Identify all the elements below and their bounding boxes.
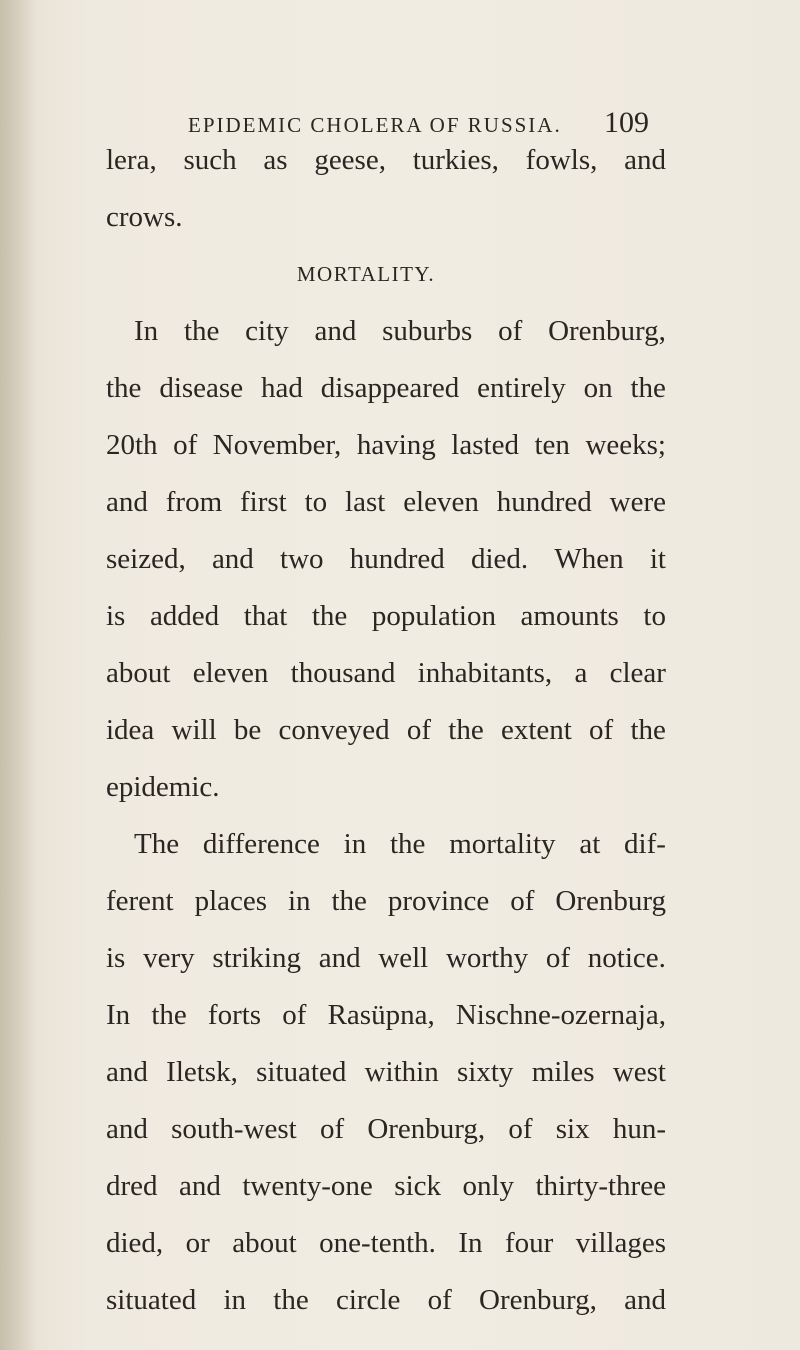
word: hundred: [496, 486, 592, 518]
word: In: [134, 315, 159, 347]
word: mortality: [449, 828, 556, 860]
word: south-west: [171, 1113, 297, 1145]
word: and: [106, 1056, 148, 1088]
word: Orenburg: [555, 885, 666, 917]
word: Rasüpna,: [327, 999, 435, 1031]
paragraph-line: [106, 1101, 666, 1158]
word: of: [173, 429, 198, 461]
word: thirty-three: [535, 1170, 666, 1202]
word: of: [427, 1284, 452, 1316]
text-line-content: [106, 702, 666, 759]
word: turkies,: [412, 144, 499, 176]
word: the: [390, 828, 426, 860]
word: to: [304, 486, 328, 518]
paragraph-line: [106, 930, 666, 987]
word: twenty-one: [242, 1170, 373, 1202]
word: and: [314, 315, 357, 347]
word: disease: [159, 372, 244, 404]
word: November,: [212, 429, 342, 461]
paragraph-line: [106, 531, 666, 588]
word: weeks;: [585, 429, 666, 461]
word: Nischne-ozernaja,: [455, 999, 666, 1031]
word: be: [233, 714, 262, 746]
word: first: [240, 486, 287, 518]
text-line-content: [106, 1044, 666, 1101]
word: of: [498, 315, 523, 347]
word: in: [287, 885, 311, 917]
word: amounts: [520, 600, 619, 632]
paragraph-line: [106, 417, 666, 474]
word: of: [319, 1113, 345, 1145]
word: notice.: [587, 942, 666, 974]
word: city: [245, 315, 289, 347]
word: geese,: [314, 144, 386, 176]
word: fowls,: [525, 144, 598, 176]
word: and: [106, 486, 148, 518]
text-line-content: [106, 1272, 666, 1329]
word: entirely: [477, 372, 566, 404]
page-gutter-shadow: [0, 0, 38, 1350]
word: the: [630, 714, 666, 746]
word: died,: [106, 1227, 164, 1259]
word: eleven: [403, 486, 479, 518]
word: conveyed: [278, 714, 390, 746]
word: extent: [500, 714, 572, 746]
word: and: [211, 543, 254, 575]
word: Orenburg,: [548, 315, 666, 347]
word: disappeared: [320, 372, 460, 404]
word: at: [579, 828, 601, 860]
text-line-content: [106, 531, 666, 588]
word: such: [183, 144, 237, 176]
text-line-content: [106, 588, 666, 645]
paragraph-line: [106, 645, 666, 702]
paragraph-line: [106, 303, 666, 360]
word: it: [649, 543, 666, 575]
word: and: [318, 942, 361, 974]
word: hundred: [349, 543, 445, 575]
paragraph-line: [106, 873, 666, 930]
word: or: [185, 1227, 210, 1259]
word: worthy: [445, 942, 529, 974]
text-line: [106, 189, 666, 246]
paragraph-line: [106, 1272, 666, 1329]
word: last: [345, 486, 386, 518]
word: of: [508, 1113, 533, 1145]
word: In: [458, 1227, 483, 1259]
word: Orenburg,: [479, 1284, 597, 1316]
word: difference: [202, 828, 320, 860]
word: as: [263, 144, 288, 176]
paragraph-line: [106, 759, 666, 816]
word: ferent: [106, 885, 174, 917]
word: about: [106, 657, 171, 689]
text-line-content: [106, 360, 666, 417]
word: province: [387, 885, 490, 917]
word: having: [356, 429, 436, 461]
word: west: [612, 1056, 666, 1088]
word: a: [574, 657, 588, 689]
text-line-content: [106, 132, 666, 189]
word: forts: [207, 999, 262, 1031]
word: and: [624, 1284, 666, 1316]
word: in: [343, 828, 367, 860]
word: eleven: [192, 657, 269, 689]
word: the: [630, 372, 666, 404]
word: suburbs: [382, 315, 473, 347]
text-line-content: [106, 417, 666, 474]
word: of: [510, 885, 535, 917]
word: in: [223, 1284, 247, 1316]
word: population: [371, 600, 496, 632]
word: will: [171, 714, 217, 746]
word: dif-: [624, 828, 666, 860]
paragraph-line: [106, 474, 666, 531]
word: dred: [106, 1170, 158, 1202]
word: situated: [256, 1056, 347, 1088]
word: Iletsk,: [166, 1056, 238, 1088]
paragraph-line: [106, 987, 666, 1044]
word: within: [364, 1056, 439, 1088]
word: added: [149, 600, 220, 632]
word: only: [462, 1170, 515, 1202]
paragraph-line: [106, 1215, 666, 1272]
word: is: [106, 942, 126, 974]
text-line-content: [134, 816, 666, 873]
word: the: [311, 600, 348, 632]
word: miles: [531, 1056, 595, 1088]
word: and: [179, 1170, 221, 1202]
word: The: [134, 828, 180, 860]
paragraph-line: [106, 702, 666, 759]
word: the: [273, 1284, 309, 1316]
word: ten: [534, 429, 570, 461]
word: the: [106, 372, 142, 404]
word: lera,: [106, 144, 157, 176]
text-line-content: [106, 987, 666, 1044]
word: clear: [609, 657, 666, 689]
word: from: [165, 486, 223, 518]
word: 20th: [106, 429, 158, 461]
paragraph-line: [106, 1044, 666, 1101]
text-line-content: epidemic.: [106, 771, 220, 803]
word: that: [243, 600, 288, 632]
text-line-content: [106, 474, 666, 531]
text-line: [106, 132, 666, 189]
word: inhabitants,: [417, 657, 553, 689]
word: were: [609, 486, 666, 518]
page-number: 109: [604, 106, 649, 139]
word: situated: [106, 1284, 197, 1316]
word: villages: [575, 1227, 666, 1259]
word: is: [106, 600, 126, 632]
text-line-content: [106, 873, 666, 930]
running-head: EPIDEMIC CHOLERA OF RUSSIA.: [188, 113, 562, 137]
word: the: [151, 999, 187, 1031]
word: of: [282, 999, 307, 1031]
text-line-content: crows.: [106, 201, 183, 233]
word: two: [280, 543, 324, 575]
word: circle: [335, 1284, 401, 1316]
word: striking: [212, 942, 301, 974]
text-line-content: [106, 1215, 666, 1272]
word: to: [643, 600, 666, 632]
text-line-content: [106, 645, 666, 702]
word: and: [624, 144, 666, 176]
text-line-content: [106, 1101, 666, 1158]
word: When: [554, 543, 624, 575]
word: about: [232, 1227, 297, 1259]
paragraph-line: [106, 360, 666, 417]
word: the: [183, 315, 220, 347]
word: places: [194, 885, 268, 917]
word: six: [555, 1113, 590, 1145]
word: four: [505, 1227, 554, 1259]
word: In: [106, 999, 131, 1031]
word: lasted: [451, 429, 519, 461]
word: the: [331, 885, 367, 917]
paragraph-line: [106, 588, 666, 645]
word: Orenburg,: [367, 1113, 486, 1145]
word: idea: [106, 714, 155, 746]
word: and: [106, 1113, 148, 1145]
text-line-content: [106, 930, 666, 987]
word: thousand: [290, 657, 396, 689]
word: the: [448, 714, 484, 746]
text-line-content: [106, 1158, 666, 1215]
word: of: [406, 714, 432, 746]
word: seized,: [106, 543, 186, 575]
paragraph-line: [106, 1158, 666, 1215]
word: well: [378, 942, 429, 974]
word: had: [260, 372, 303, 404]
word: very: [143, 942, 195, 974]
word: died.: [471, 543, 529, 575]
word: sixty: [457, 1056, 514, 1088]
paragraph-line: [106, 816, 666, 873]
word: on: [583, 372, 613, 404]
word: of: [545, 942, 571, 974]
section-heading: MORTALITY.: [296, 262, 436, 286]
word: one-tenth.: [319, 1227, 436, 1259]
word: of: [589, 714, 614, 746]
text-line-content: [134, 303, 666, 360]
word: sick: [394, 1170, 441, 1202]
word: hun-: [612, 1113, 666, 1145]
text-block: [106, 132, 666, 1329]
